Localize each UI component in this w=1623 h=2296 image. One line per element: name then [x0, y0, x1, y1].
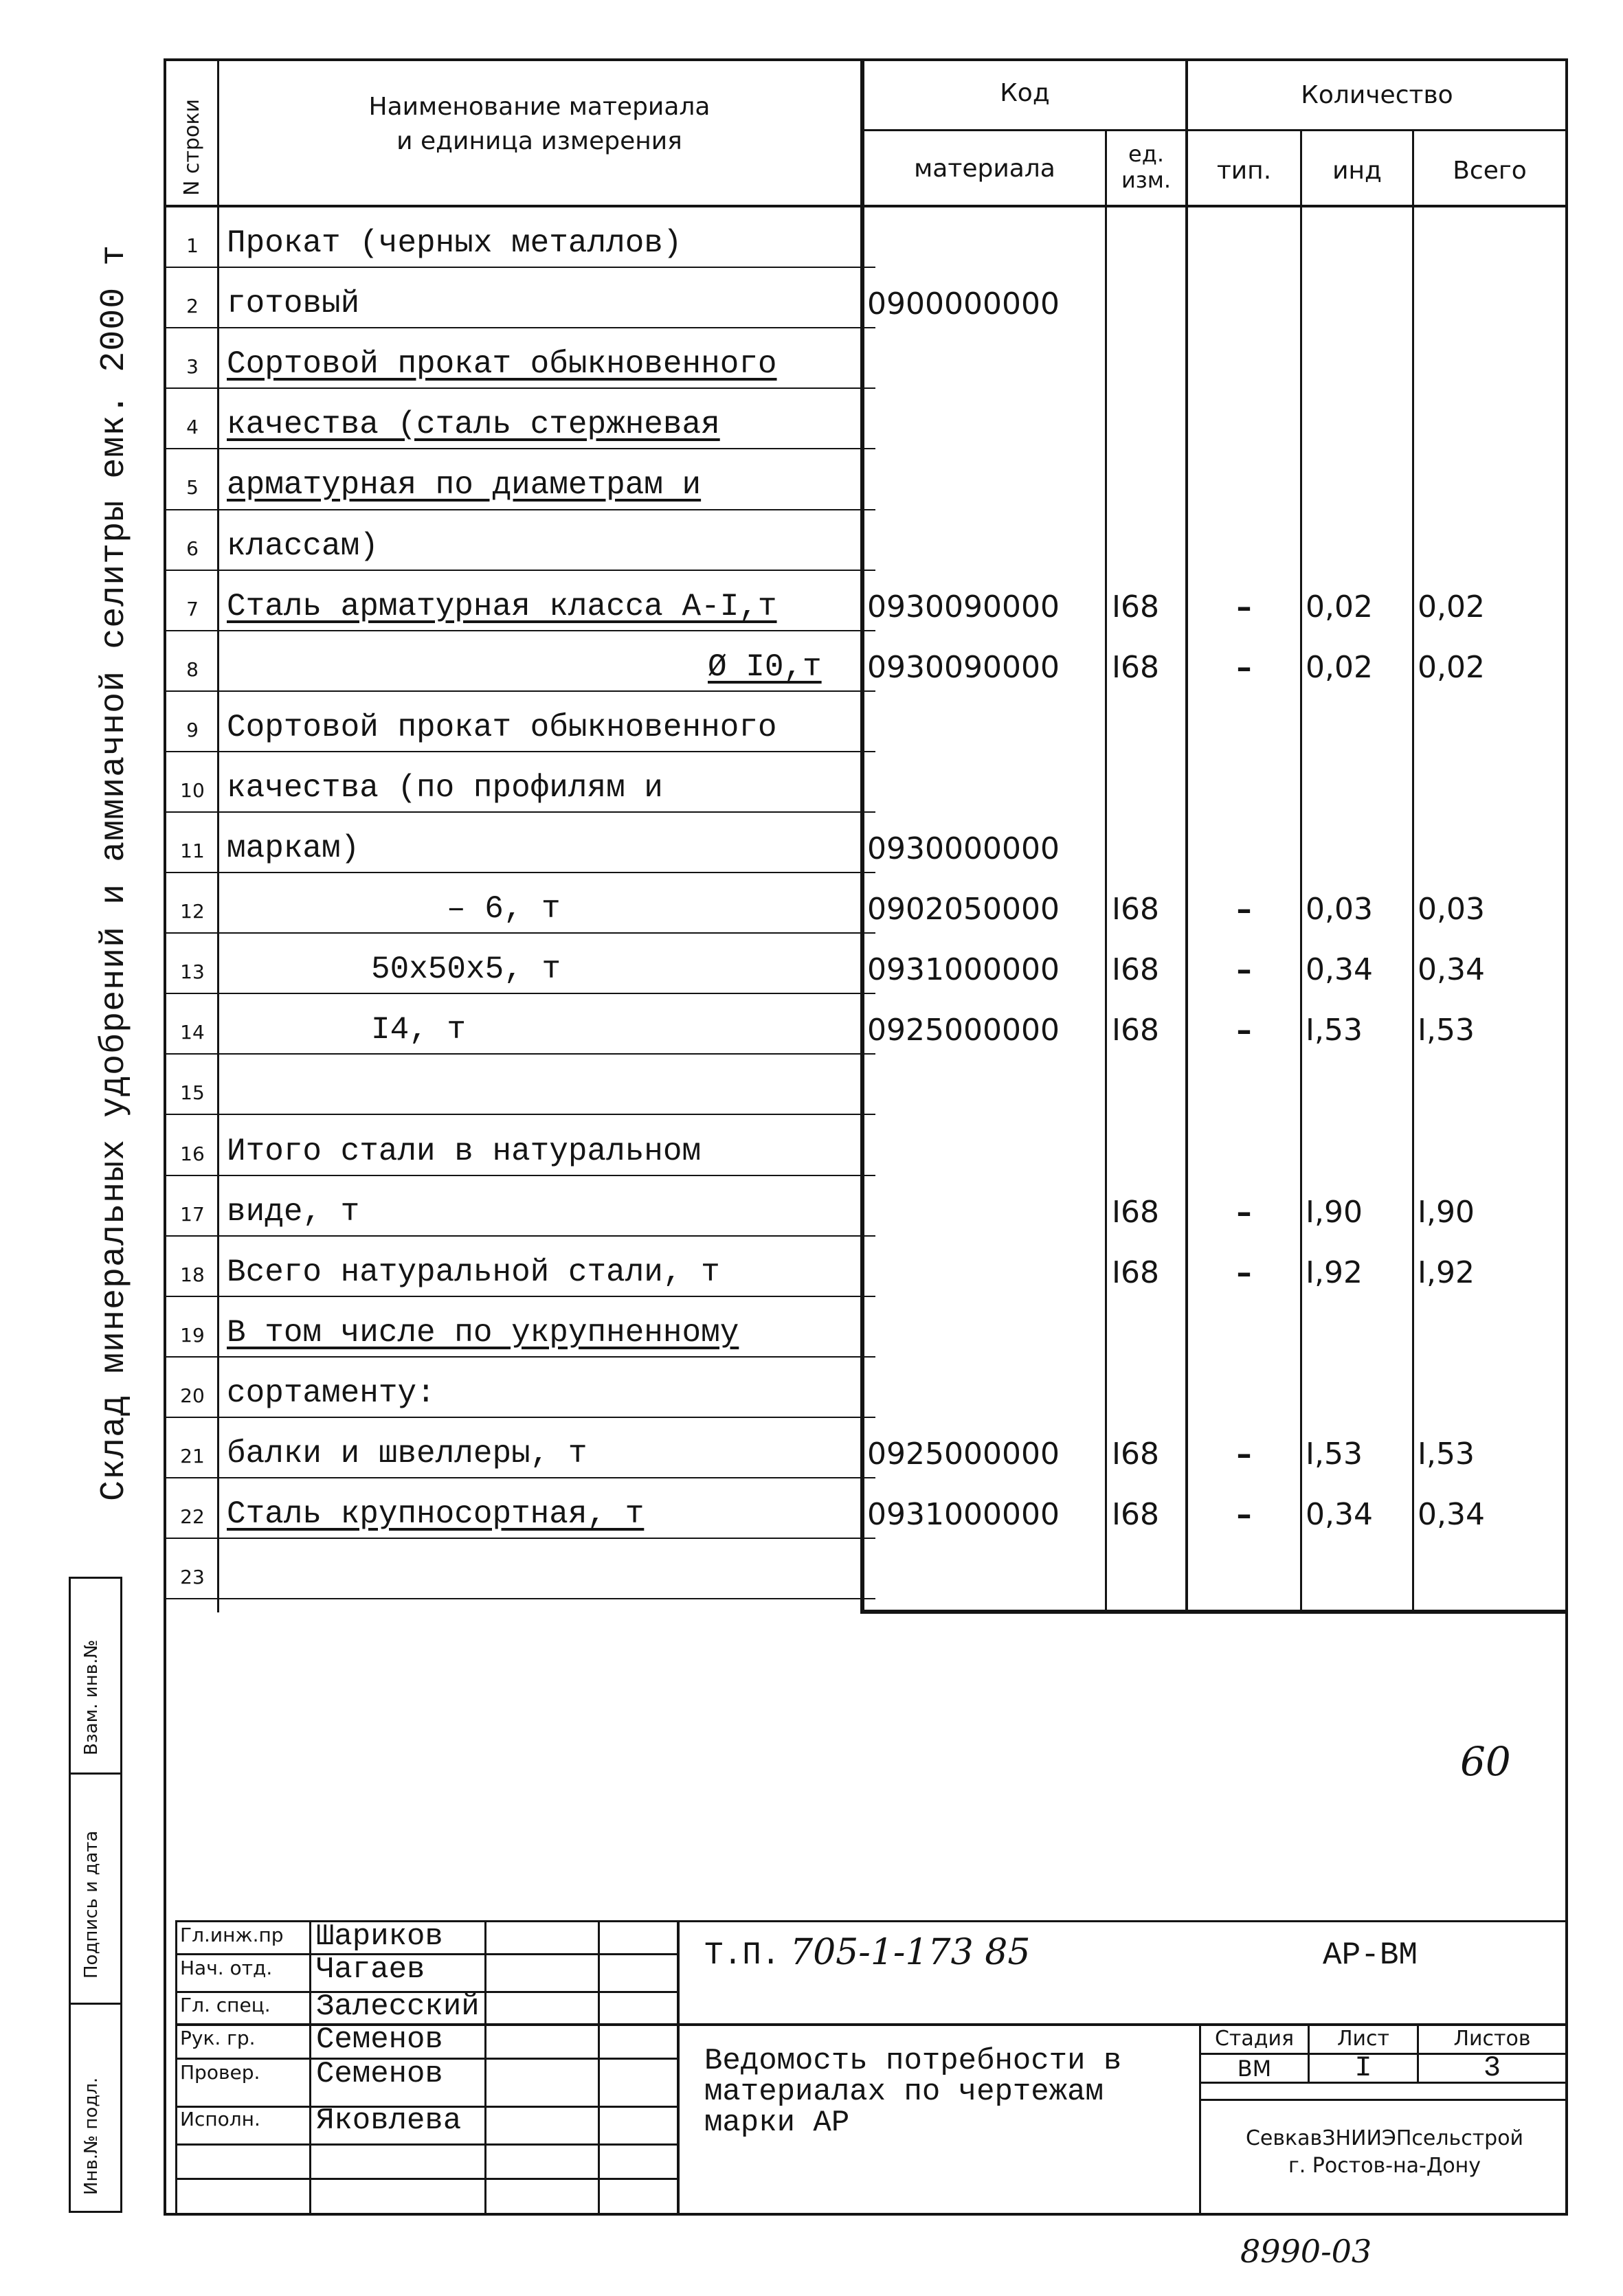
stamp-podpis: Подпись и дата — [81, 1830, 102, 1979]
qty-total: I,53 — [1418, 1013, 1475, 1048]
side-title: Склад минеральных удобрений и аммиачной селитры емк. 2000 т — [95, 244, 134, 1501]
qty-total — [1418, 509, 1565, 570]
row-number: 21 — [180, 1445, 205, 1467]
signature-name: Семенов — [316, 2023, 443, 2057]
unit-code — [1112, 751, 1184, 811]
header-ind: инд — [1332, 157, 1382, 185]
material-code: 0925000000 — [867, 1013, 1060, 1048]
unit-code: I68 — [1112, 1497, 1159, 1532]
material-code — [867, 1356, 1104, 1417]
material-name: I4, т — [371, 1012, 467, 1048]
material-code — [867, 206, 1104, 267]
qty-total: 0,34 — [1418, 1497, 1485, 1532]
qty-typ: – — [1236, 952, 1252, 987]
material-name: 50x50x5, т — [371, 952, 561, 987]
unit-code — [1112, 1538, 1184, 1598]
qty-typ: – — [1236, 589, 1252, 624]
qty-typ — [1188, 1053, 1300, 1114]
qty-typ — [1188, 1114, 1300, 1175]
qty-typ: – — [1236, 1195, 1252, 1230]
qty-ind: 0,34 — [1306, 1497, 1373, 1532]
row-number: 7 — [186, 598, 199, 620]
material-code — [867, 509, 1104, 570]
project-prefix: Т.П. — [704, 1937, 781, 1973]
qty-typ — [1188, 1296, 1300, 1356]
row-number: 4 — [186, 416, 199, 438]
material-name: качества (по профилям и — [227, 770, 663, 806]
header-typ: тип. — [1216, 157, 1272, 185]
material-code: 0931000000 — [867, 1497, 1060, 1532]
material-code: 0902050000 — [867, 892, 1060, 927]
material-name: Итого стали в натуральном — [227, 1134, 702, 1169]
row-number: 2 — [186, 295, 199, 317]
qty-total: 0,03 — [1418, 892, 1485, 927]
qty-total: 0,02 — [1418, 589, 1485, 624]
unit-code: I68 — [1112, 892, 1159, 927]
qty-typ: – — [1236, 650, 1252, 685]
qty-typ — [1188, 1538, 1300, 1598]
row-number: 13 — [180, 960, 205, 983]
signature-name: Залесский — [316, 1990, 480, 2024]
material-code — [867, 690, 1104, 751]
qty-ind — [1306, 1356, 1412, 1417]
qty-total: I,92 — [1418, 1255, 1475, 1290]
signature-role: Нач. отд. — [180, 1957, 273, 1979]
qty-ind — [1306, 448, 1412, 508]
qty-typ: – — [1236, 1437, 1252, 1472]
header-material: материала — [914, 155, 1055, 183]
material-name: качества (сталь стержневая — [227, 407, 720, 442]
qty-total — [1418, 811, 1565, 872]
material-code — [867, 1538, 1104, 1598]
row-number: 15 — [180, 1081, 205, 1104]
sheet-label: Лист — [1336, 2027, 1390, 2051]
qty-typ — [1188, 690, 1300, 751]
document-mark: АР-ВМ — [1323, 1937, 1418, 1973]
unit-code — [1112, 690, 1184, 751]
qty-ind: I,92 — [1306, 1255, 1363, 1290]
qty-ind — [1306, 690, 1412, 751]
qty-ind: 0,03 — [1306, 892, 1373, 927]
material-code — [867, 387, 1104, 448]
unit-code — [1112, 327, 1184, 387]
row-number: 23 — [180, 1566, 205, 1588]
unit-code — [1112, 811, 1184, 872]
qty-ind — [1306, 811, 1412, 872]
unit-code — [1112, 1114, 1184, 1175]
unit-code: I68 — [1112, 1255, 1159, 1290]
unit-code — [1112, 1356, 1184, 1417]
material-name: Сортовой прокат обыкновенного — [227, 346, 777, 382]
row-number: 19 — [180, 1324, 205, 1347]
material-name: Ø I0,т — [708, 649, 822, 685]
signature-role: Гл. спец. — [180, 1994, 271, 2016]
sheets-label: Листов — [1453, 2027, 1531, 2051]
row-number: 9 — [186, 719, 199, 741]
qty-ind — [1306, 751, 1412, 811]
qty-total — [1418, 1538, 1565, 1598]
signature-name: Шариков — [316, 1920, 443, 1954]
qty-typ: – — [1236, 1255, 1252, 1290]
unit-code: I68 — [1112, 1195, 1159, 1230]
stage-value: ВМ — [1237, 2056, 1272, 2082]
material-name: виде, т — [227, 1194, 360, 1230]
material-name: маркам) — [227, 831, 360, 866]
stage-label: Стадия — [1214, 2027, 1295, 2051]
qty-typ — [1188, 267, 1300, 327]
qty-ind — [1306, 1538, 1412, 1598]
row-number: 14 — [180, 1021, 205, 1044]
header-code: Код — [1000, 79, 1050, 107]
material-name: готовый — [227, 286, 360, 322]
stamp-vzam: Взам. инв.№ — [81, 1639, 102, 1755]
qty-total: I,90 — [1418, 1195, 1475, 1230]
material-code — [867, 751, 1104, 811]
material-code: 0930090000 — [867, 650, 1060, 685]
header-qty: Количество — [1301, 81, 1453, 109]
qty-total — [1418, 1053, 1565, 1114]
page-number: 60 — [1460, 1738, 1511, 1785]
material-name: балки и швеллеры, т — [227, 1436, 587, 1472]
unit-code: I68 — [1112, 1437, 1159, 1472]
row-number: 17 — [180, 1203, 205, 1226]
qty-typ: – — [1236, 1013, 1252, 1048]
qty-total — [1418, 448, 1565, 508]
qty-total — [1418, 751, 1565, 811]
qty-typ — [1188, 387, 1300, 448]
qty-typ: – — [1236, 892, 1252, 927]
unit-code — [1112, 267, 1184, 327]
unit-code: I68 — [1112, 589, 1159, 624]
row-number: 16 — [180, 1143, 205, 1165]
qty-ind — [1306, 387, 1412, 448]
qty-ind — [1306, 1053, 1412, 1114]
row-number: 22 — [180, 1505, 205, 1528]
qty-total — [1418, 1356, 1565, 1417]
qty-ind — [1306, 1114, 1412, 1175]
project-number: 705-1-173 85 — [790, 1932, 1031, 1973]
qty-typ — [1188, 206, 1300, 267]
qty-ind: I,53 — [1306, 1437, 1363, 1472]
material-code — [867, 448, 1104, 508]
qty-ind — [1306, 1296, 1412, 1356]
unit-code: I68 — [1112, 650, 1159, 685]
qty-total — [1418, 1296, 1565, 1356]
qty-total — [1418, 327, 1565, 387]
qty-typ — [1188, 509, 1300, 570]
qty-typ — [1188, 1356, 1300, 1417]
row-number: 8 — [186, 658, 199, 681]
qty-ind — [1306, 267, 1412, 327]
qty-total: 0,34 — [1418, 952, 1485, 987]
unit-code: I68 — [1112, 1013, 1159, 1048]
material-code — [867, 327, 1104, 387]
signature-name: Яковлева — [316, 2104, 462, 2138]
row-number: 3 — [186, 355, 199, 378]
qty-total — [1418, 267, 1565, 327]
qty-typ — [1188, 811, 1300, 872]
material-name: Прокат (черных металлов) — [227, 225, 682, 261]
material-code: 0925000000 — [867, 1437, 1060, 1472]
qty-total — [1418, 206, 1565, 267]
material-name — [227, 1538, 859, 1598]
archive-number: 8990-03 — [1240, 2233, 1372, 2270]
material-name: классам) — [227, 528, 379, 564]
material-code — [867, 1114, 1104, 1175]
qty-typ — [1188, 448, 1300, 508]
unit-code — [1112, 448, 1184, 508]
row-number: 10 — [180, 779, 205, 802]
material-code — [867, 1053, 1104, 1114]
material-name — [227, 1053, 859, 1114]
material-code: 0900000000 — [867, 286, 1060, 322]
row-number: 20 — [180, 1384, 205, 1407]
row-number: 5 — [186, 476, 199, 499]
material-name: сортаменту: — [227, 1375, 436, 1411]
signature-role: Провер. — [180, 2061, 260, 2084]
qty-typ: – — [1236, 1497, 1252, 1532]
material-name: Всего натуральной стали, т — [227, 1254, 720, 1290]
material-name: Сталь арматурная класса А-I,т — [227, 589, 777, 624]
header-name-line1: Наименование материала — [368, 93, 710, 121]
material-name: арматурная по диаметрам и — [227, 467, 702, 503]
material-name: Сталь крупносортная, т — [227, 1496, 645, 1532]
unit-code — [1112, 206, 1184, 267]
qty-ind — [1306, 509, 1412, 570]
qty-ind — [1306, 327, 1412, 387]
qty-total: 0,02 — [1418, 650, 1485, 685]
stamp-inv: Инв.№ подл. — [81, 2077, 102, 2195]
signature-name: Чагаев — [316, 1952, 425, 1987]
row-number: 12 — [180, 900, 205, 923]
material-name: В том числе по укрупненному — [227, 1315, 739, 1351]
material-code — [867, 1296, 1104, 1356]
organization-city: г. Ростов-на-Дону — [1288, 2154, 1481, 2178]
doc-title-line1: Ведомость потребности в — [704, 2044, 1122, 2078]
qty-ind — [1306, 206, 1412, 267]
qty-ind: I,90 — [1306, 1195, 1363, 1230]
row-number: 11 — [180, 840, 205, 862]
qty-ind: 0,02 — [1306, 589, 1373, 624]
qty-total — [1418, 690, 1565, 751]
material-code — [867, 1175, 1104, 1235]
qty-typ — [1188, 327, 1300, 387]
header-unit-line1: ед. — [1128, 141, 1164, 167]
material-name: Сортовой прокат обыкновенного — [227, 710, 777, 745]
header-unit-line2: изм. — [1121, 167, 1172, 193]
sheets-value: 3 — [1483, 2051, 1501, 2084]
sheet-value: I — [1354, 2051, 1372, 2084]
signature-role: Гл.инж.пр — [180, 1924, 284, 1946]
unit-code: I68 — [1112, 952, 1159, 987]
unit-code — [1112, 509, 1184, 570]
unit-code — [1112, 1296, 1184, 1356]
qty-total: I,53 — [1418, 1437, 1475, 1472]
qty-total — [1418, 387, 1565, 448]
doc-title-line3: марки АР — [704, 2106, 850, 2140]
qty-total — [1418, 1114, 1565, 1175]
qty-typ — [1188, 751, 1300, 811]
signature-name: Семенов — [316, 2057, 443, 2091]
row-number: 18 — [180, 1263, 205, 1286]
organization-name: СевкавЗНИИЭПсельстрой — [1245, 2126, 1524, 2150]
material-name: – 6, т — [447, 891, 561, 927]
header-total: Всего — [1453, 157, 1527, 185]
qty-ind: 0,02 — [1306, 650, 1373, 685]
doc-title-line2: материалах по чертежам — [704, 2075, 1104, 2109]
material-code: 0930000000 — [867, 831, 1060, 866]
material-code: 0931000000 — [867, 952, 1060, 987]
material-code: 0930090000 — [867, 589, 1060, 624]
signature-role: Исполн. — [180, 2108, 260, 2130]
signature-role: Рук. гр. — [180, 2027, 256, 2049]
row-number: 1 — [186, 234, 199, 257]
header-name-line2: и единица измерения — [396, 127, 682, 155]
qty-ind: I,53 — [1306, 1013, 1363, 1048]
material-code — [867, 1235, 1104, 1296]
header-row-no: N строки — [180, 99, 204, 196]
qty-ind: 0,34 — [1306, 952, 1373, 987]
unit-code — [1112, 387, 1184, 448]
row-number: 6 — [186, 537, 199, 560]
unit-code — [1112, 1053, 1184, 1114]
